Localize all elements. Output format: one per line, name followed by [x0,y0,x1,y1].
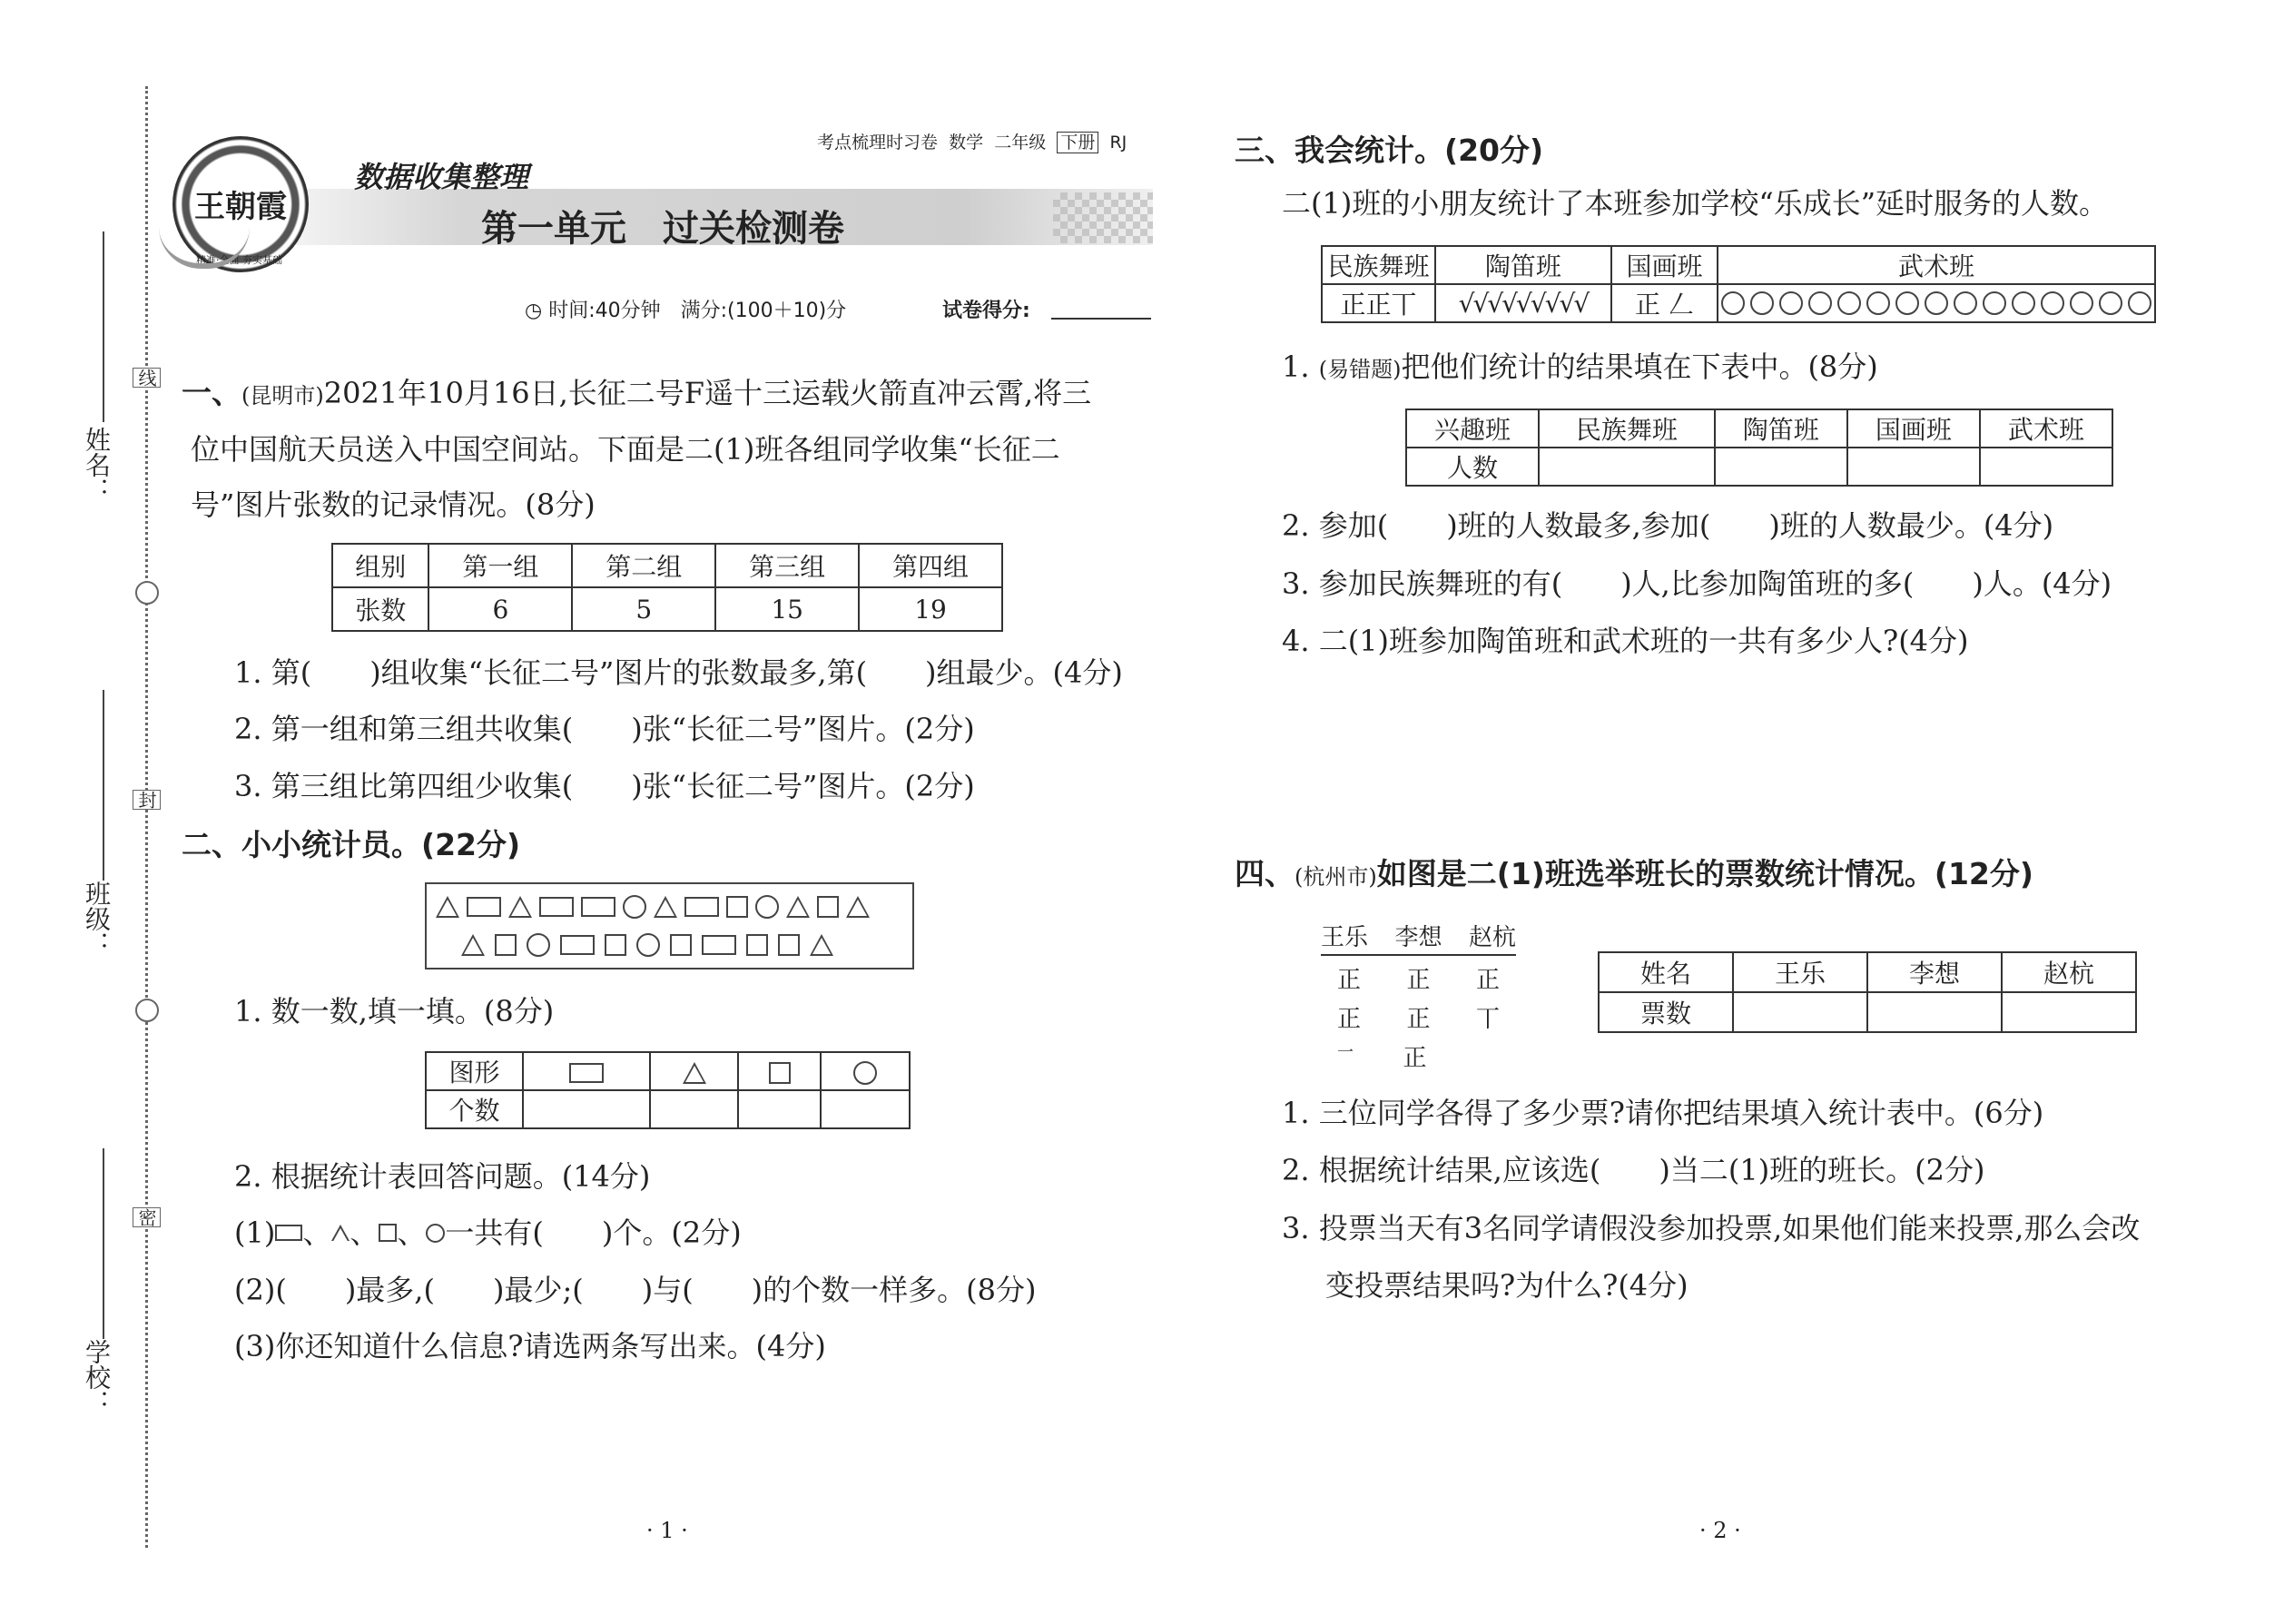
circle-tally [1718,291,2154,315]
section1-text: 位中国航天员送入中国空间站。下面是二(1)班各组同学收集“长征二 [191,432,1060,467]
table-cell: 5 [572,587,715,631]
tally-mark: 正 [1337,967,1362,994]
table-cell: 张数 [332,587,428,631]
tally-table [1321,245,2156,323]
tally-circle-icon [1925,291,1948,315]
header-meta: 考点梳理时习卷 数学 二年级 下册 RJ [817,133,1127,153]
seal-mark: 封 [133,790,161,810]
tally-name: 李想 [1394,924,1442,951]
section1-heading: 一、(昆明市)2021年10月16日,长征二号F遥十三运载火箭直冲云霄,将三 [182,375,1092,410]
square-icon [670,934,692,956]
question[interactable]: 3. 参加民族舞班的有( )人,比参加陶笛班的多( )人。(4分) [1282,566,2112,601]
triangle-icon [786,896,810,918]
school-field[interactable] [103,1148,104,1339]
tally-circle-icon [2099,291,2122,315]
table-cell: 15 [715,587,859,631]
rectangle-icon [539,897,574,917]
triangle-icon [683,1062,706,1084]
table-header: 王乐 [1733,952,1867,992]
tally-mark: 正 [1406,1006,1431,1033]
question: 1. (易错题)把他们统计的结果填在下表中。(8分) [1282,349,1878,384]
table-header: 武术班 [1980,409,2112,448]
question[interactable]: 3. 第三组比第四组少收集( )张“长征二号”图片。(2分) [234,769,975,803]
question[interactable]: 2. 第一组和第三组共收集( )张“长征二号”图片。(2分) [234,712,975,746]
table-header: 民族舞班 [1322,246,1435,284]
section2-table [425,1051,911,1129]
rectangle-icon [275,1225,302,1241]
question[interactable]: 4. 二(1)班参加陶笛班和武术班的一共有多少人?(4分) [1282,624,1969,658]
table-header: 第四组 [859,544,1002,587]
answer-cell[interactable] [1867,992,2002,1032]
square-icon [817,896,839,918]
binding-dotted-line [145,86,148,1548]
tally-mark: 正 [1475,967,1500,994]
circle-icon [426,1224,445,1243]
square-icon [726,896,748,918]
table-header: 个数 [426,1090,523,1128]
seal-mark: 线 [133,368,161,388]
answer-cell[interactable] [1847,448,1980,486]
answer-cell[interactable] [650,1090,739,1128]
rectangle-icon [569,1063,604,1083]
tally-cell: 正 𠃋 [1611,284,1718,322]
answer-cell[interactable] [1733,992,1867,1032]
tally-name: 赵杭 [1468,924,1516,951]
table-cell: 6 [428,587,572,631]
square-icon [495,934,517,956]
clock-icon: ◷ [525,300,543,322]
section3-answer-table [1405,408,2113,487]
question[interactable]: 1. 第( )组收集“长征二号”图片的张数最多,第( )组最少。(4分) [234,655,1123,690]
tally-name: 王乐 [1321,924,1369,951]
table-header: 民族舞班 [1539,409,1715,448]
logo-tagline: 精准·全面 夯实基础 [196,254,282,266]
triangle-icon [508,896,532,918]
score-field[interactable] [1051,318,1151,320]
tally-circle-icon [2128,291,2151,315]
tally-cell: √√√√√√√√√ [1435,284,1611,322]
table-header: 赵杭 [2002,952,2136,992]
seal-mark: 密 [133,1207,161,1227]
rectangle-icon [702,935,736,955]
name-field[interactable] [103,231,104,422]
table-shape-cell [738,1052,821,1090]
circle-icon [527,933,550,957]
question[interactable]: 变投票结果吗?为什么?(4分) [1325,1268,1689,1303]
answer-cell[interactable] [2002,992,2136,1032]
vote-tally [1321,919,1516,1073]
school-label: 学校： [82,1339,112,1415]
tally-circle-icon [2012,291,2035,315]
tally-mark [1476,1039,1500,1073]
section3-intro: 二(1)班的小朋友统计了本班参加学校“乐成长”延时服务的人数。 [1282,186,2109,221]
square-icon [605,934,626,956]
table-header: 图形 [426,1052,523,1090]
table-header: 武术班 [1718,246,2155,284]
triangle-icon [810,934,833,956]
square-icon [769,1062,791,1084]
answer-cell[interactable] [1980,448,2112,486]
vote-table [1598,951,2137,1033]
tally-circle-icon [1721,291,1745,315]
tally-mark: 正 [1403,1045,1427,1072]
page-number: · 1 · [646,1518,688,1543]
section2-heading: 二、小小统计员。(22分) [182,827,521,862]
question[interactable]: 2. 参加( )班的人数最多,参加( )班的人数最少。(4分) [1282,508,2054,543]
tally-cell: 正正丅 [1322,284,1435,322]
section1-table [331,543,1003,632]
triangle-icon [654,896,677,918]
page-title: 第一单元 过关检测卷 [481,208,844,250]
circle-icon [623,895,646,919]
unit-subtitle: 数据收集整理 [354,160,529,194]
tally-circle-icon [1808,291,1832,315]
answer-cell[interactable] [1539,448,1715,486]
question: 2. 根据统计表回答问题。(14分) [234,1159,651,1194]
table-header: 陶笛班 [1435,246,1611,284]
name-label: 姓名： [82,427,112,503]
tally-circle-icon [1983,291,2006,315]
tally-circle-icon [1954,291,1977,315]
shapes-row [461,933,833,957]
table-header: 李想 [1867,952,2002,992]
rectangle-icon [467,897,501,917]
table-header: 第二组 [572,544,715,587]
table-shape-cell [523,1052,650,1090]
tally-circle-icon [1779,291,1803,315]
binding-ornament [135,581,159,605]
table-header: 兴趣班 [1406,409,1539,448]
shapes-row [436,895,870,919]
triangle-icon [331,1225,350,1241]
square-icon [746,934,768,956]
tally-mark: 一 [1337,1043,1354,1062]
triangle-icon [436,896,459,918]
table-header: 姓名 [1599,952,1733,992]
tally-circle-icon [1895,291,1919,315]
tally-mark: 正 [1337,1006,1362,1033]
answer-cell[interactable] [1715,448,1847,486]
tally-mark: 正 [1406,967,1431,994]
section1-text: 号”图片张数的记录情况。(8分) [191,487,596,522]
question[interactable]: 1. 三位同学各得了多少票?请你把结果填入统计表中。(6分) [1282,1096,2044,1130]
table-header: 陶笛班 [1715,409,1847,448]
triangle-icon [846,896,870,918]
answer-cell[interactable] [738,1090,821,1128]
table-header: 国画班 [1611,246,1718,284]
table-cell: 19 [859,587,1002,631]
logo-text: 王朝霞 [194,189,287,225]
banner-checker [1053,192,1153,243]
table-header: 第一组 [428,544,572,587]
class-field[interactable] [103,690,104,881]
tally-cell [1718,284,2155,322]
answer-cell[interactable] [821,1090,910,1128]
section3-heading: 三、我会统计。(20分) [1235,133,1544,168]
square-icon [379,1224,397,1242]
section4-heading: 四、(杭州市)如图是二(1)班选举班长的票数统计情况。(12分) [1235,856,2033,891]
question[interactable]: (3)你还知道什么信息?请选两条写出来。(4分) [234,1329,826,1363]
tally-circle-icon [1837,291,1861,315]
question[interactable]: (1) 、 、 、 一共有( )个。(2分) [234,1216,742,1250]
square-icon [778,934,800,956]
tally-circle-icon [1866,291,1890,315]
circle-icon [636,933,660,957]
table-header: 国画班 [1847,409,1980,448]
shapes-box [425,882,914,969]
triangle-icon [461,934,485,956]
score-label: 试卷得分: [942,300,1030,322]
circle-icon [755,895,779,919]
table-header: 人数 [1406,448,1539,486]
table-header: 票数 [1599,992,1733,1032]
table-header: 组别 [332,544,428,587]
answer-cell[interactable] [523,1090,650,1128]
tally-circle-icon [2070,291,2093,315]
question: 1. 数一数,填一填。(8分) [234,994,555,1029]
table-shape-cell [821,1052,910,1090]
rectangle-icon [684,897,719,917]
tally-mark: 丅 [1475,1006,1500,1033]
binding-ornament [135,999,159,1022]
question[interactable]: 2. 根据统计结果,应该选( )当二(1)班的班长。(2分) [1282,1153,1985,1187]
tally-circle-icon [2041,291,2064,315]
class-label: 班级： [82,881,112,957]
question[interactable]: 3. 投票当天有3名同学请假没参加投票,如果他们能来投票,那么会改 [1282,1211,2141,1245]
table-shape-cell [650,1052,739,1090]
page-number: · 2 · [1699,1518,1741,1543]
rectangle-icon [560,935,595,955]
tally-circle-icon [1750,291,1774,315]
circle-icon [853,1061,877,1085]
exam-info: ◷ 时间:40分钟 满分:(100＋10)分 [525,300,847,322]
table-header: 第三组 [715,544,859,587]
question[interactable]: (2)( )最多,( )最少;( )与( )的个数一样多。(8分) [234,1273,1037,1307]
rectangle-icon [581,897,615,917]
